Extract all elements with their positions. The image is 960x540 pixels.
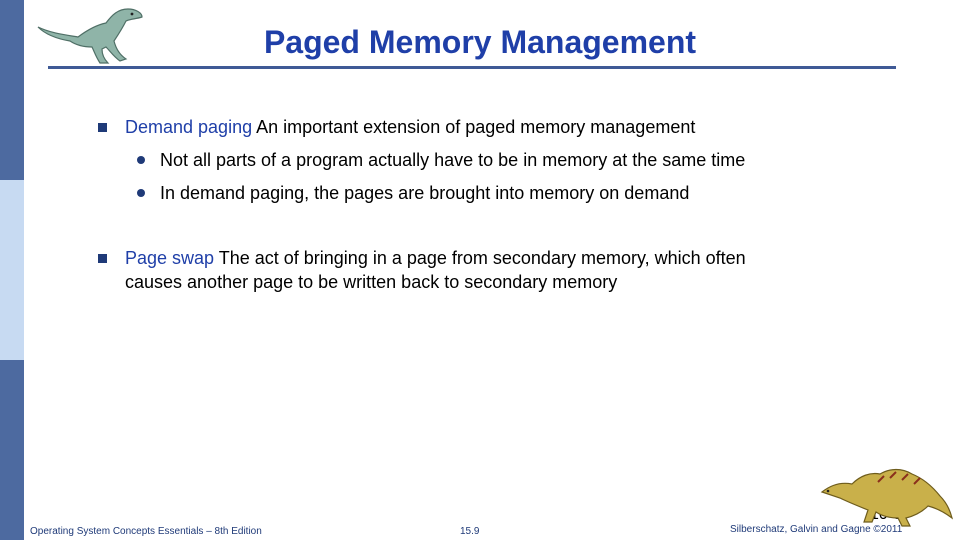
page-title: Paged Memory Management: [263, 24, 697, 60]
footer-section-number: 15.9: [460, 526, 480, 537]
square-bullet-icon: [98, 254, 107, 263]
footer-copyright: Silberschatz, Galvin and Gagne ©2011: [730, 524, 903, 535]
bullet-term: Demand paging: [125, 117, 253, 137]
subbullet-text: In demand paging, the pages are brought into memory on demand: [160, 183, 690, 203]
square-bullet-icon: [98, 123, 107, 132]
subbullet-text: Not all parts of a program actually have to be in memory at the same time: [160, 150, 746, 170]
title-divider: [48, 66, 896, 69]
dinosaur-icon: [818, 462, 956, 530]
bullet-text: The act of bringing in a page from secondary memory, which often: [214, 248, 746, 268]
bullet-page-swap: [125, 246, 746, 270]
footer-book-title: Operating System Concepts Essentials – 8th Edition: [30, 526, 262, 537]
bullet-demand-paging: [125, 115, 695, 139]
bullet-text: An important extension of paged memory management: [252, 117, 696, 137]
bullet-term: Page swap: [125, 248, 215, 268]
sidebar-block-middle: [0, 180, 24, 360]
round-bullet-icon: [137, 189, 145, 197]
round-bullet-icon: [137, 156, 145, 164]
bullet-text-continued: causes another page to be written back to secondary memory: [125, 272, 618, 292]
sidebar-block-bottom: [0, 360, 24, 540]
